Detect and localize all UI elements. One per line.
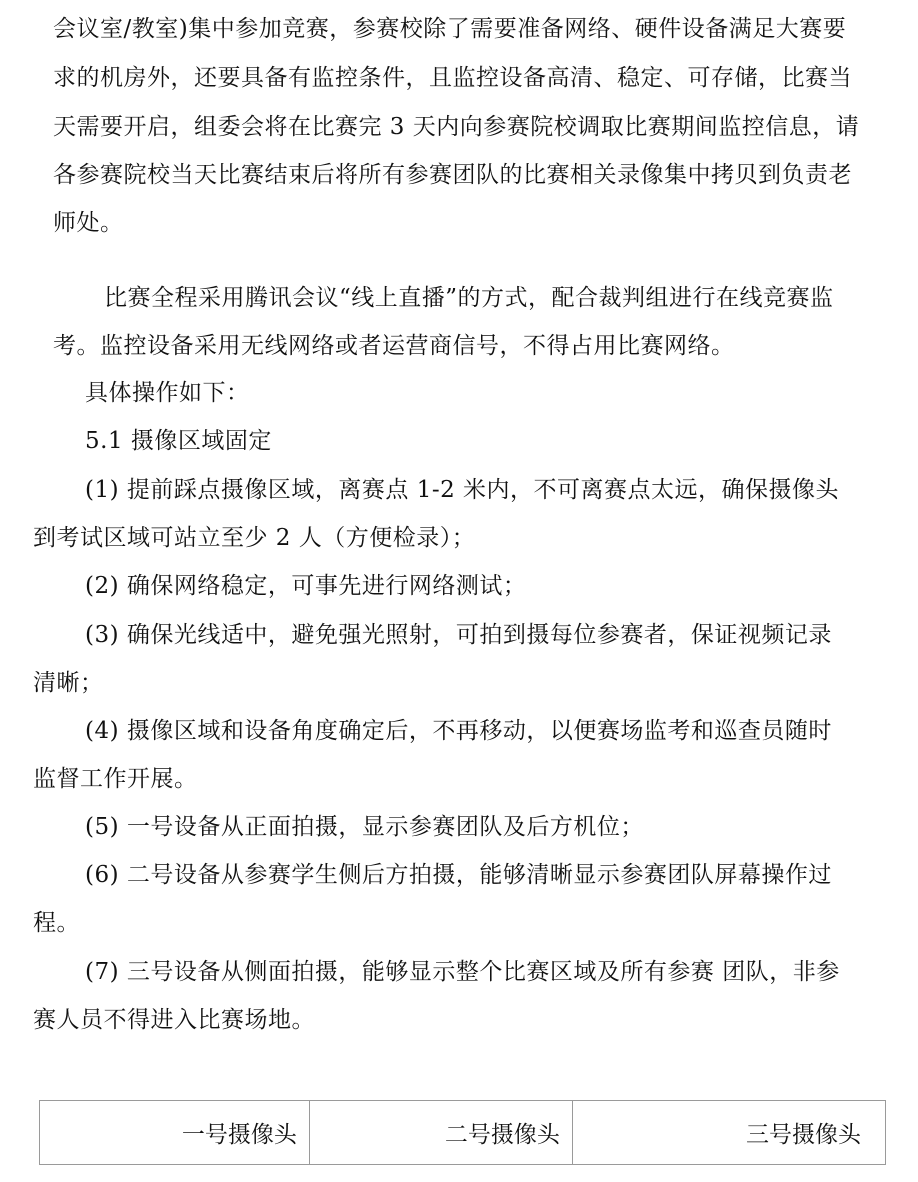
list-item-3-line-1: (3) 确保光线适中，避免强光照射，可拍到摄每位参赛者，保证视频记录 (85, 622, 832, 648)
camera-table (39, 1100, 886, 1165)
table-cell-camera-1: 一号摄像头 (40, 1101, 310, 1165)
list-item-6-line-1: (6) 二号设备从参赛学生侧后方拍摄，能够清晰显示参赛团队屏幕操作过 (85, 862, 832, 888)
paragraph1-line-3: 天需要开启，组委会将在比赛完 3 天内向参赛院校调取比赛期间监控信息，请 (53, 114, 860, 140)
list-item-5: (5) 一号设备从正面拍摄，显示参赛团队及后方机位； (85, 814, 644, 840)
paragraph1-line-4: 各参赛院校当天比赛结束后将所有参赛团队的比赛相关录像集中拷贝到负责老 (53, 162, 852, 188)
list-item-4-line-1: (4) 摄像区域和设备角度确定后，不再移动，以便赛场监考和巡查员随时 (85, 718, 832, 744)
list-item-1-line-1: (1) 提前踩点摄像区域，离赛点 1-2 米内，不可离赛点太远，确保摄像头 (85, 477, 840, 503)
list-item-7-line-2: 赛人员不得进入比赛场地。 (33, 1007, 315, 1033)
paragraph1-line-5: 师处。 (53, 210, 124, 236)
table-row (40, 1101, 886, 1165)
list-item-1-line-2: 到考试区域可站立至少 2 人（方便检录）； (33, 525, 476, 551)
paragraph2-line-2: 考。监控设备采用无线网络或者运营商信号，不得占用比赛网络。 (53, 333, 735, 359)
list-item-3-line-2: 清晰； (33, 670, 104, 696)
table-cell-camera-3: 三号摄像头 (572, 1101, 885, 1165)
paragraph1-line-1: 会议室/教室)集中参加竞赛，参赛校除了需要准备网络、硬件设备满足大赛要 (53, 16, 847, 42)
table-cell-camera-2: 二号摄像头 (309, 1101, 572, 1165)
list-item-2: (2) 确保网络稳定，可事先进行网络测试； (85, 573, 527, 599)
list-item-4-line-2: 监督工作开展。 (33, 766, 198, 792)
list-item-6-line-2: 程。 (33, 910, 80, 936)
paragraph2-line-1: 比赛全程采用腾讯会议“线上直播”的方式，配合裁判组进行在线竞赛监 (104, 285, 834, 311)
paragraph1-line-2: 求的机房外，还要具备有监控条件，且监控设备高清、稳定、可存储，比赛当 (53, 65, 852, 91)
section-heading: 5.1 摄像区域固定 (85, 428, 272, 454)
intro-text: 具体操作如下： (85, 380, 250, 406)
list-item-7-line-1: (7) 三号设备从侧面拍摄，能够显示整个比赛区域及所有参赛 团队，非参 (85, 959, 840, 985)
